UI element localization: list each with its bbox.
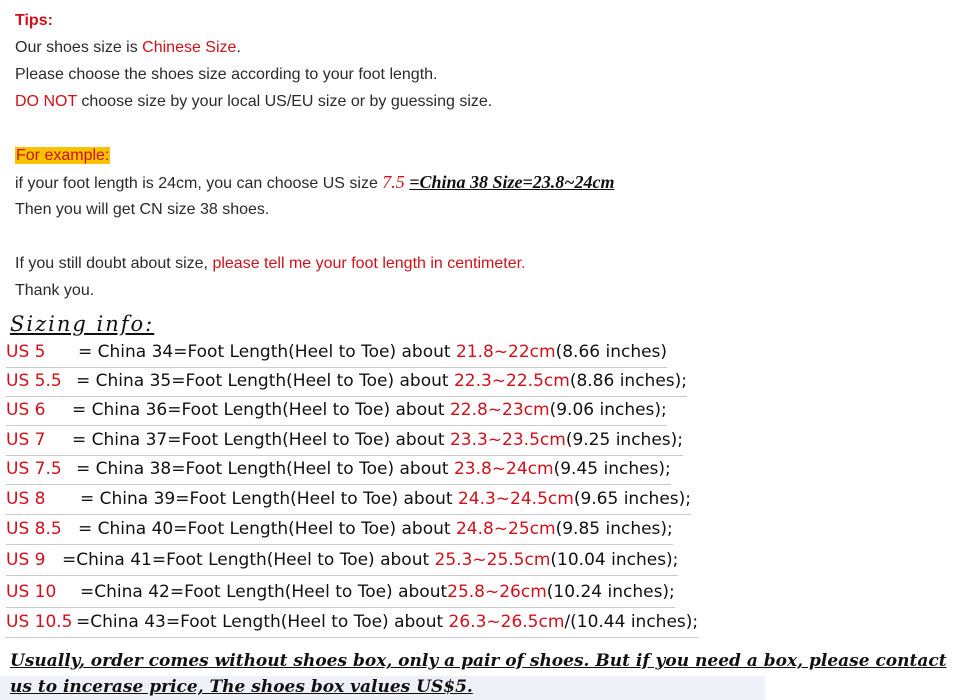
sizing-info-title: Sizing info: — [10, 312, 155, 336]
shoe-box-note-line2: us to incerase price, The shoes box values US$5. — [10, 677, 473, 697]
china-size-length: =China 41=Foot Length(Heel to Toe) about — [62, 550, 435, 570]
tips-line-choose: Please choose the shoes size according to your foot length. — [15, 66, 438, 83]
doubt-line: If you still doubt about size, please tell me your foot length in centimeter. — [15, 255, 526, 272]
china-size-length: = China 40=Foot Length(Heel to Toe) about — [78, 519, 456, 539]
shoe-box-note-line1: Usually, order comes without shoes box, only a pair of shoes. But if you need a box, please contact — [10, 651, 947, 671]
example-us-size: 7.5 — [382, 172, 405, 192]
us-size: US 7 — [6, 430, 46, 450]
inches-value: (9.25 inches); — [565, 430, 683, 450]
shoe-box-note — [10, 648, 947, 700]
foot-length-request: please tell me your foot length in centimeter. — [212, 255, 526, 272]
tips-heading: Tips: — [15, 12, 53, 29]
thanks-text: Thank you. — [15, 282, 95, 299]
length-range: 26.3~26.5cm — [448, 612, 565, 632]
size-row — [6, 484, 691, 515]
us-size: US 10 — [6, 582, 57, 602]
tips-line-size-system: Our shoes size is Chinese Size. — [15, 39, 241, 56]
us-size: US 5.5 — [6, 371, 62, 391]
length-range: 22.8~23cm — [449, 400, 550, 420]
size-row — [6, 337, 667, 368]
example-line: if your foot length is 24cm, you can choose US size 7.5 =China 38 Size=23.8~24cm — [15, 172, 615, 192]
do-not-text: DO NOT — [15, 93, 77, 110]
inches-value: /(10.44 inches); — [564, 612, 699, 632]
size-row — [6, 395, 667, 426]
inches-value: (9.85 inches); — [555, 519, 673, 539]
length-range: 25.8~26cm — [447, 582, 547, 602]
example-result: Then you will get CN size 38 shoes. — [15, 201, 270, 218]
china-size-length: =China 43=Foot Length(Heel to Toe) about — [76, 612, 449, 632]
us-size: US 6 — [6, 400, 46, 420]
china-size-length: =China 42=Foot Length(Heel to Toe) about — [80, 582, 448, 602]
length-range: 23.8~24cm — [453, 459, 554, 479]
length-range: 22.3~22.5cm — [453, 371, 570, 391]
length-range: 24.8~25cm — [455, 519, 556, 539]
length-range: 25.3~25.5cm — [434, 550, 551, 570]
inches-value: (8.66 inches) — [555, 342, 668, 362]
chinese-size-text: Chinese Size — [142, 39, 237, 56]
inches-value: (9.45 inches); — [553, 459, 671, 479]
length-range: 24.3~24.5cm — [457, 489, 574, 509]
china-size-length: = China 36=Foot Length(Heel to Toe) about — [72, 400, 450, 420]
size-row — [6, 514, 673, 545]
size-row — [6, 454, 671, 485]
example-cn-size: =China 38 Size=23.8~24cm — [409, 172, 615, 192]
us-size: US 8.5 — [6, 519, 62, 539]
size-row — [6, 366, 687, 397]
size-row — [6, 577, 675, 608]
size-row — [6, 545, 678, 576]
us-size: US 10.5 — [6, 612, 73, 632]
size-row — [6, 425, 683, 456]
china-size-length: = China 37=Foot Length(Heel to Toe) about — [72, 430, 450, 450]
length-range: 21.8~22cm — [455, 342, 556, 362]
inches-value: (10.04 inches); — [550, 550, 679, 570]
us-size: US 5 — [6, 342, 46, 362]
inches-value: (9.65 inches); — [573, 489, 691, 509]
inches-value: (9.06 inches); — [549, 400, 667, 420]
length-range: 23.3~23.5cm — [449, 430, 566, 450]
china-size-length: = China 34=Foot Length(Heel to Toe) about — [78, 342, 456, 362]
inches-value: (8.86 inches); — [569, 371, 687, 391]
tips-line-warning: DO NOT choose size by your local US/EU size or by guessing size. — [15, 93, 493, 110]
example-label: For example: — [16, 147, 110, 164]
us-size: US 7.5 — [6, 459, 62, 479]
china-size-length: = China 35=Foot Length(Heel to Toe) about — [76, 371, 454, 391]
us-size: US 9 — [6, 550, 46, 570]
china-size-length: = China 38=Foot Length(Heel to Toe) about — [76, 459, 454, 479]
size-row — [6, 607, 698, 638]
us-size: US 8 — [6, 489, 46, 509]
china-size-length: = China 39=Foot Length(Heel to Toe) about — [80, 489, 458, 509]
inches-value: (10.24 inches); — [546, 582, 675, 602]
